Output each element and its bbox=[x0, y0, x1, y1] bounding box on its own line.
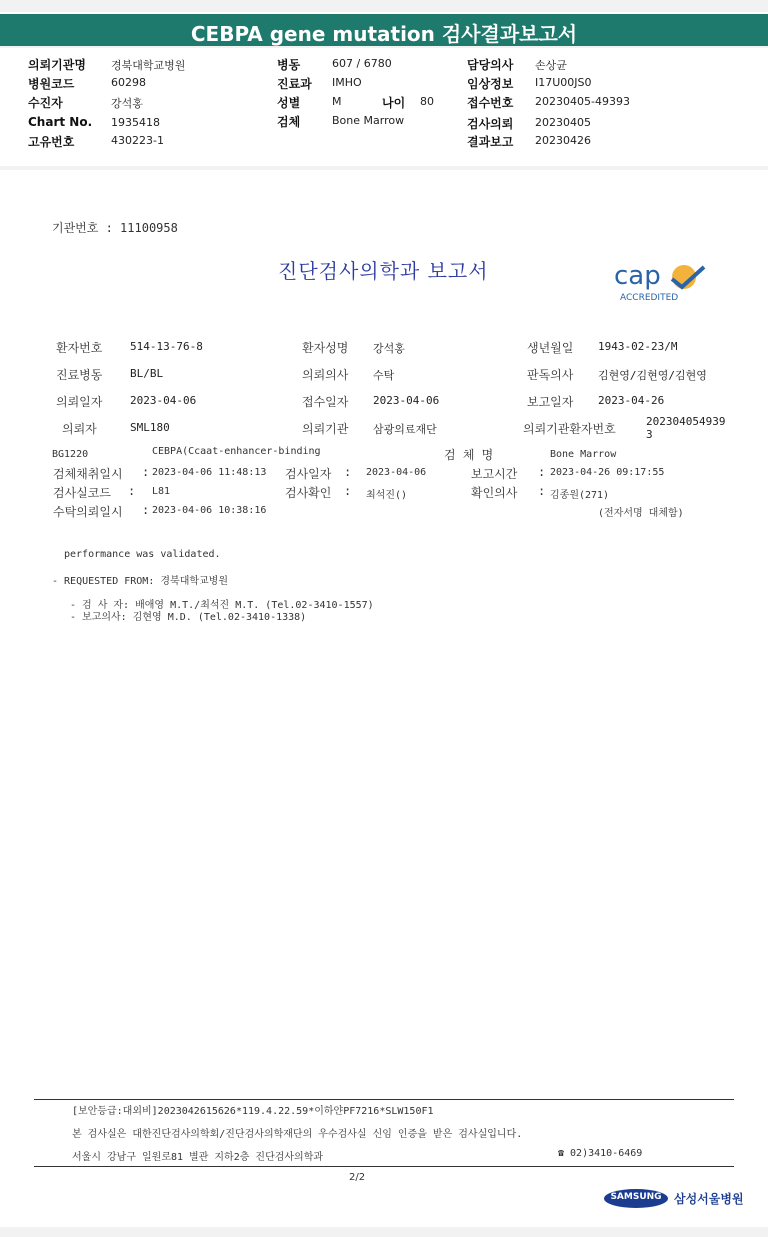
detail-label: 검사일자 bbox=[285, 467, 332, 481]
cap-logo-sub: ACCREDITED bbox=[620, 293, 679, 303]
colon: : bbox=[538, 465, 546, 479]
header-value: 20230426 bbox=[535, 134, 591, 147]
header-value: I17U00JS0 bbox=[535, 76, 592, 89]
header-value: 손상균 bbox=[535, 59, 567, 72]
header-label: 성별 bbox=[277, 96, 301, 110]
patient-label: 의뢰기관환자번호 bbox=[523, 422, 616, 436]
patient-label: 판독의사 bbox=[527, 368, 574, 382]
header-label: 수진자 bbox=[28, 96, 63, 110]
specimen-value: Bone Marrow bbox=[550, 449, 617, 460]
header-value: 강석홍 bbox=[111, 97, 143, 110]
patient-value: 2023040549393 bbox=[646, 415, 726, 441]
detail-label: 수탁의뢰일시 bbox=[53, 505, 123, 519]
patient-value: SML180 bbox=[130, 421, 170, 434]
cap-logo-word: cap bbox=[614, 261, 661, 291]
header-value: Bone Marrow bbox=[332, 114, 405, 127]
samsung-logo-text: SAMSUNG bbox=[610, 1192, 662, 1202]
header-label: 병동 bbox=[277, 58, 301, 72]
header-value: 경북대학교병원 bbox=[111, 59, 186, 72]
patient-value: 강석홍 bbox=[373, 342, 405, 355]
detail-value: 2023-04-06 bbox=[366, 467, 427, 478]
test-name: CEBPA(Ccaat-enhancer-binding bbox=[152, 446, 321, 457]
lab-phone: ☎ 02)3410-6469 bbox=[558, 1148, 643, 1159]
colon: : bbox=[344, 484, 352, 498]
patient-value: 1943-02-23/M bbox=[598, 340, 678, 353]
report-page bbox=[0, 170, 768, 1227]
patient-label: 의뢰기관 bbox=[302, 422, 349, 436]
header-value: 60298 bbox=[111, 76, 146, 89]
detail-value: 최석진() bbox=[366, 490, 408, 501]
colon: : bbox=[142, 465, 150, 479]
header-label: 임상정보 bbox=[467, 77, 514, 91]
cap-accredited-logo bbox=[612, 263, 712, 307]
detail-value: 2023-04-26 09:17:55 bbox=[550, 467, 665, 478]
security-line: [보안등급:대외비]2023042615626*119.4.22.59*이하얀PF7216*SLW150F1 bbox=[72, 1106, 434, 1117]
header-value: 20230405-49393 bbox=[535, 95, 630, 108]
colon: : bbox=[142, 503, 150, 517]
certification-note: 본 검사실은 대한진단검사의학회/진단검사의학재단의 우수검사실 신임 인증을 받은 검사실입니다. bbox=[72, 1129, 523, 1140]
header-panel bbox=[0, 48, 768, 166]
header-value: 20230405 bbox=[535, 116, 591, 129]
patient-label: 의뢰일자 bbox=[56, 395, 103, 409]
patient-value: 김현영/김현영/김현영 bbox=[598, 369, 707, 382]
detail-label: 보고시간 bbox=[471, 467, 518, 481]
header-value: IMHO bbox=[332, 76, 362, 89]
patient-value: 514-13-76-8 bbox=[130, 340, 203, 353]
patient-value: 2023-04-26 bbox=[598, 394, 665, 407]
lab-address: 서울시 강남구 일원로81 별관 지하2층 진단검사의학과 bbox=[72, 1152, 324, 1163]
patient-label: 접수일자 bbox=[302, 395, 349, 409]
patient-label: 보고일자 bbox=[527, 395, 574, 409]
patient-value: 수탁 bbox=[373, 369, 395, 382]
electronic-signature-note: (전자서명 대체함) bbox=[598, 508, 684, 519]
patient-value: 2023-04-06 bbox=[130, 394, 197, 407]
reporter-line: - 보고의사: 김현영 M.D. (Tel.02-3410-1338) bbox=[70, 612, 307, 623]
header-value: 1935418 bbox=[111, 116, 160, 129]
age-value: 80 bbox=[420, 95, 434, 108]
header-label: 병원코드 bbox=[28, 77, 75, 91]
header-value: 607 / 6780 bbox=[332, 57, 392, 70]
patient-value: 2023-04-06 bbox=[373, 394, 440, 407]
patient-value: 삼광의료재단 bbox=[373, 423, 437, 436]
specimen-label: 검 체 명 bbox=[444, 448, 494, 462]
colon: : bbox=[538, 484, 546, 498]
detail-value: 김종원(271) bbox=[550, 490, 610, 501]
requested-from: - REQUESTED FROM: 경북대학교병원 bbox=[52, 576, 228, 587]
test-code: BG1220 bbox=[52, 449, 89, 460]
header-value: M bbox=[332, 95, 342, 108]
patient-label: 진료병동 bbox=[56, 368, 103, 382]
detail-value: 2023-04-06 10:38:16 bbox=[152, 505, 267, 516]
patient-value: BL/BL bbox=[130, 367, 164, 380]
detail-value: 2023-04-06 11:48:13 bbox=[152, 467, 267, 478]
header-label: 결과보고 bbox=[467, 135, 514, 149]
colon: : bbox=[344, 465, 352, 479]
report-header-title: CEBPA gene mutation 검사결과보고서 bbox=[190, 22, 578, 46]
header-label: 의뢰기관명 bbox=[28, 58, 86, 72]
patient-label: 의뢰자 bbox=[62, 422, 97, 436]
hospital-name: 삼성서울병원 bbox=[674, 1192, 744, 1206]
header-label: 접수번호 bbox=[467, 96, 514, 110]
report-title: 진단검사의학과 보고서 bbox=[278, 259, 489, 283]
validation-note: performance was validated. bbox=[64, 549, 221, 560]
header-value: 430223-1 bbox=[111, 134, 164, 147]
title-bar bbox=[0, 12, 768, 46]
header-label: 검체 bbox=[277, 115, 301, 129]
patient-label: 환자성명 bbox=[302, 341, 349, 355]
detail-label: 확인의사 bbox=[471, 486, 518, 500]
age-label: 나이 bbox=[382, 96, 406, 110]
detail-label: 검사실코드 bbox=[53, 486, 111, 500]
cap-check-icon bbox=[662, 263, 708, 293]
detail-value: L81 bbox=[152, 486, 171, 497]
footer-divider-top bbox=[34, 1099, 734, 1100]
patient-label: 의뢰의사 bbox=[302, 368, 349, 382]
institution-number: 기관번호 : 11100958 bbox=[52, 221, 178, 235]
header-label: 고유번호 bbox=[28, 135, 75, 149]
header-label: 진료과 bbox=[277, 77, 312, 91]
footer-divider-bottom bbox=[34, 1166, 734, 1167]
patient-label: 환자번호 bbox=[56, 341, 103, 355]
colon: : bbox=[128, 484, 136, 498]
page-number: 2/2 bbox=[349, 1172, 366, 1183]
header-label: 검사의뢰 bbox=[467, 117, 514, 131]
detail-label: 검사확인 bbox=[285, 486, 332, 500]
header-label: 담당의사 bbox=[467, 58, 514, 72]
detail-label: 검체채취일시 bbox=[53, 467, 123, 481]
tester-line: - 검 사 자: 배애영 M.T./최석진 M.T. (Tel.02-3410-1557) bbox=[70, 600, 374, 611]
samsung-logo bbox=[604, 1189, 668, 1208]
header-label: Chart No. bbox=[28, 115, 93, 129]
patient-label: 생년월일 bbox=[527, 341, 574, 355]
